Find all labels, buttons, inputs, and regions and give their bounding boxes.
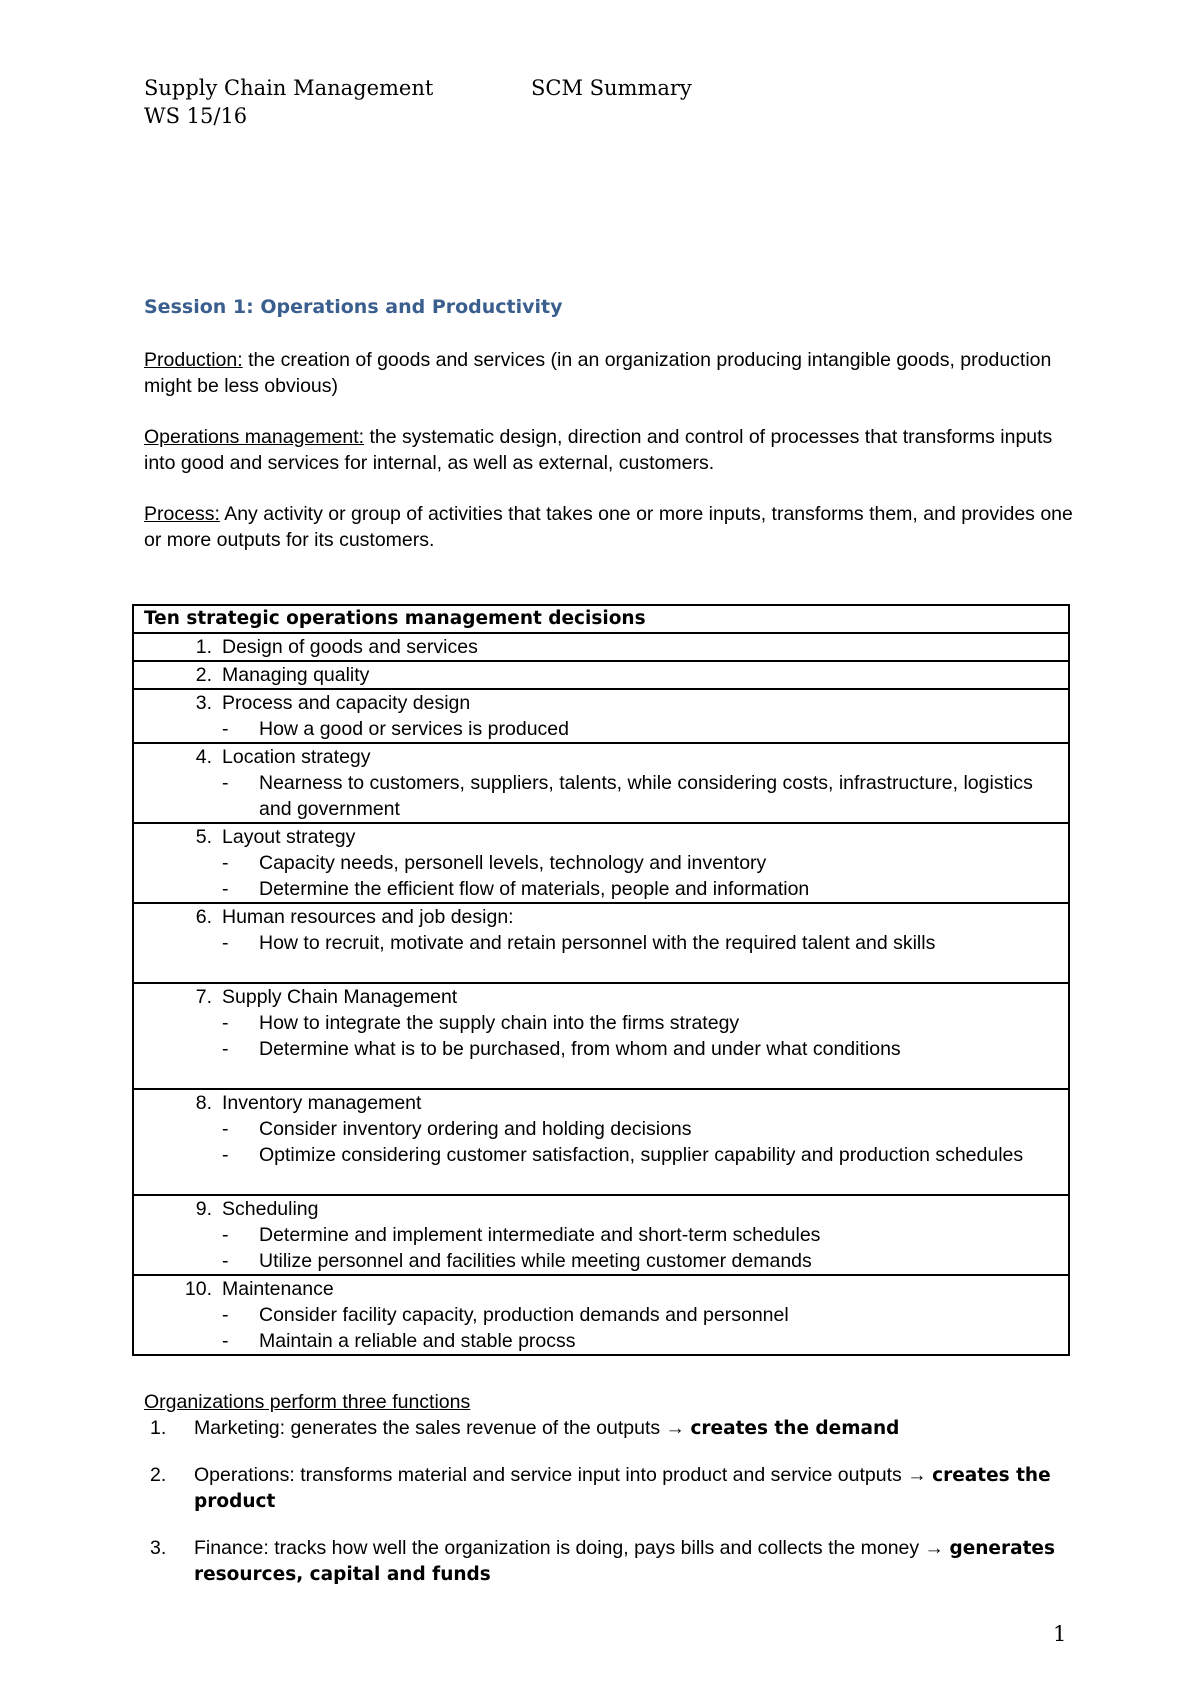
definition-production: [144, 348, 1084, 399]
functions-list: [144, 1416, 1084, 1588]
dash-bullet: -: [222, 852, 229, 874]
table-cell: [133, 1275, 1069, 1355]
decision-subitem-text: How to integrate the supply chain into the firms strategy: [259, 1012, 740, 1034]
table-cell: [133, 1089, 1069, 1195]
arrow-right-icon: →: [924, 1537, 945, 1559]
decision-item: [144, 1276, 1058, 1302]
decision-subitem: [144, 1328, 1058, 1354]
table-cell: [133, 689, 1069, 743]
decision-subitem: [144, 1142, 1058, 1168]
decision-subitem: [144, 930, 1058, 956]
definition-term: Process:: [144, 503, 220, 525]
decision-item: [144, 634, 1058, 660]
decision-number: 10.: [184, 1278, 212, 1300]
page-number: 1: [1053, 1622, 1067, 1646]
table-row: [133, 633, 1069, 661]
dash-bullet: -: [222, 932, 229, 954]
decision-number: 7.: [195, 986, 212, 1008]
function-body: [194, 1536, 1084, 1587]
decision-number: 5.: [195, 826, 212, 848]
decisions-table: [132, 604, 1070, 1356]
table-header: Ten strategic operations management decisions: [133, 605, 1069, 633]
decision-subitem-text: How to recruit, motivate and retain personnel with the required talent and skills: [259, 932, 936, 954]
decision-subitem-text: Maintain a reliable and stable procss: [259, 1330, 576, 1352]
decision-title: Scheduling: [222, 1198, 319, 1220]
decision-subitem: [144, 1248, 1058, 1274]
decision-item: [144, 690, 1058, 716]
decision-title: Inventory management: [222, 1092, 422, 1114]
decision-subitem-text: Consider inventory ordering and holding decisions: [259, 1118, 692, 1140]
decision-item: [144, 904, 1058, 930]
decision-subitem: [144, 876, 1058, 902]
decision-title: Location strategy: [222, 746, 371, 768]
decision-item: [144, 1090, 1058, 1116]
decision-number: 6.: [195, 906, 212, 928]
dash-bullet: -: [222, 1330, 229, 1352]
arrow-right-icon: →: [665, 1416, 686, 1439]
dash-bullet: -: [222, 1224, 229, 1246]
decision-title: Layout strategy: [222, 826, 356, 848]
decision-subitem-text: Determine and implement intermediate and short-term schedules: [259, 1224, 821, 1246]
decision-subitem-text: Nearness to customers, suppliers, talents, while considering costs, infrastructure, logistics and government: [259, 772, 1033, 820]
dash-bullet: -: [222, 718, 229, 740]
decision-item: [144, 744, 1058, 770]
decision-subitem: [144, 1222, 1058, 1248]
function-number: 2.: [150, 1464, 167, 1486]
decision-title: Maintenance: [222, 1278, 334, 1300]
table-cell: [133, 823, 1069, 903]
table-row: [133, 743, 1069, 823]
dash-bullet: -: [222, 1118, 229, 1140]
table-cell: [133, 743, 1069, 823]
header-course: Supply Chain Management: [144, 76, 434, 100]
table-cell: [133, 633, 1069, 661]
function-text: Finance: tracks how well the organization is doing, pays bills and collects the money: [194, 1537, 925, 1559]
table-row: [133, 903, 1069, 983]
functions-section: [144, 1390, 1084, 1587]
dash-bullet: -: [222, 1304, 229, 1326]
decision-item: [144, 662, 1058, 688]
definition-operations-management: [144, 425, 1084, 476]
decision-subitem: [144, 770, 1058, 822]
decision-title: Design of goods and services: [222, 636, 478, 658]
decision-number: 3.: [195, 692, 212, 714]
table-row: [133, 983, 1069, 1089]
definition-text: the creation of goods and services (in an organization producing intangible goods, production might be less obvious): [144, 349, 1052, 397]
decision-title: Supply Chain Management: [222, 986, 458, 1008]
decisions-table-body: [133, 633, 1069, 1355]
session-title: Session 1: Operations and Productivity: [144, 296, 563, 318]
decision-subitem: [144, 1010, 1058, 1036]
dash-bullet: -: [222, 1038, 229, 1060]
table-row: [133, 689, 1069, 743]
dash-bullet: -: [222, 878, 229, 900]
dash-bullet: -: [222, 1250, 229, 1272]
function-number: 3.: [150, 1537, 167, 1559]
header-semester: WS 15/16: [144, 104, 248, 128]
definition-text: the systematic design, direction and control of processes that transforms inputs into good and services for internal, as well as external, customers.: [144, 426, 1053, 474]
function-item: [144, 1416, 1084, 1442]
table-row: [133, 1195, 1069, 1275]
table-row: [133, 1275, 1069, 1355]
decision-subitem-text: How a good or services is produced: [259, 718, 569, 740]
decision-number: 9.: [195, 1198, 212, 1220]
function-body: [194, 1416, 1084, 1442]
decision-subitem: [144, 1036, 1058, 1062]
function-number: 1.: [150, 1416, 167, 1439]
dash-bullet: -: [222, 772, 229, 794]
decision-subitem-text: Utilize personnel and facilities while meeting customer demands: [259, 1250, 812, 1272]
table-row: [133, 1089, 1069, 1195]
table-row: [133, 661, 1069, 689]
function-text: Marketing: generates the sales revenue of the outputs: [194, 1416, 666, 1439]
decision-subitem-text: Consider facility capacity, production demands and personnel: [259, 1304, 789, 1326]
decision-item: [144, 984, 1058, 1010]
decision-subitem-text: Determine what is to be purchased, from whom and under what conditions: [259, 1038, 901, 1060]
functions-title: Organizations perform three functions: [144, 1391, 471, 1413]
decision-subitem: [144, 1302, 1058, 1328]
decision-subitem: [144, 850, 1058, 876]
decision-subitem: [144, 1116, 1058, 1142]
definition-text: Any activity or group of activities that takes one or more inputs, transforms them, and provides one or more outputs for its customers.: [144, 503, 1073, 551]
function-item: [144, 1463, 1084, 1514]
dash-bullet: -: [222, 1144, 229, 1166]
function-result: creates the demand: [690, 1417, 900, 1439]
decision-number: 8.: [195, 1092, 212, 1114]
table-cell: [133, 661, 1069, 689]
decision-subitem: [144, 716, 1058, 742]
table-row: [133, 823, 1069, 903]
decision-title: Human resources and job design:: [222, 906, 514, 928]
header-doc-title: SCM Summary: [531, 76, 692, 100]
decision-title: Process and capacity design: [222, 692, 471, 714]
function-body: [194, 1463, 1084, 1514]
table-header-row: [133, 605, 1069, 633]
decision-item: [144, 1196, 1058, 1222]
definition-term: Operations management:: [144, 426, 365, 448]
decision-number: 4.: [195, 746, 212, 768]
decision-subitem-text: Determine the efficient flow of materials, people and information: [259, 878, 810, 900]
decision-item: [144, 824, 1058, 850]
function-text: Operations: transforms material and service input into product and service outputs: [194, 1464, 908, 1486]
table-cell: [133, 1195, 1069, 1275]
decision-number: 1.: [195, 636, 212, 658]
arrow-right-icon: →: [907, 1464, 927, 1486]
decision-title: Managing quality: [222, 664, 370, 686]
decision-subitem-text: Capacity needs, personell levels, technology and inventory: [259, 852, 767, 874]
definition-process: [144, 502, 1084, 553]
dash-bullet: -: [222, 1012, 229, 1034]
function-result: creates the product: [194, 1465, 1051, 1512]
function-item: [144, 1536, 1084, 1587]
decision-subitem-text: Optimize considering customer satisfaction, supplier capability and production schedules: [259, 1144, 1024, 1166]
function-result: generates resources, capital and funds: [194, 1538, 1055, 1585]
decision-number: 2.: [195, 664, 212, 686]
definition-term: Production:: [144, 349, 243, 371]
table-cell: [133, 903, 1069, 983]
table-cell: [133, 983, 1069, 1089]
